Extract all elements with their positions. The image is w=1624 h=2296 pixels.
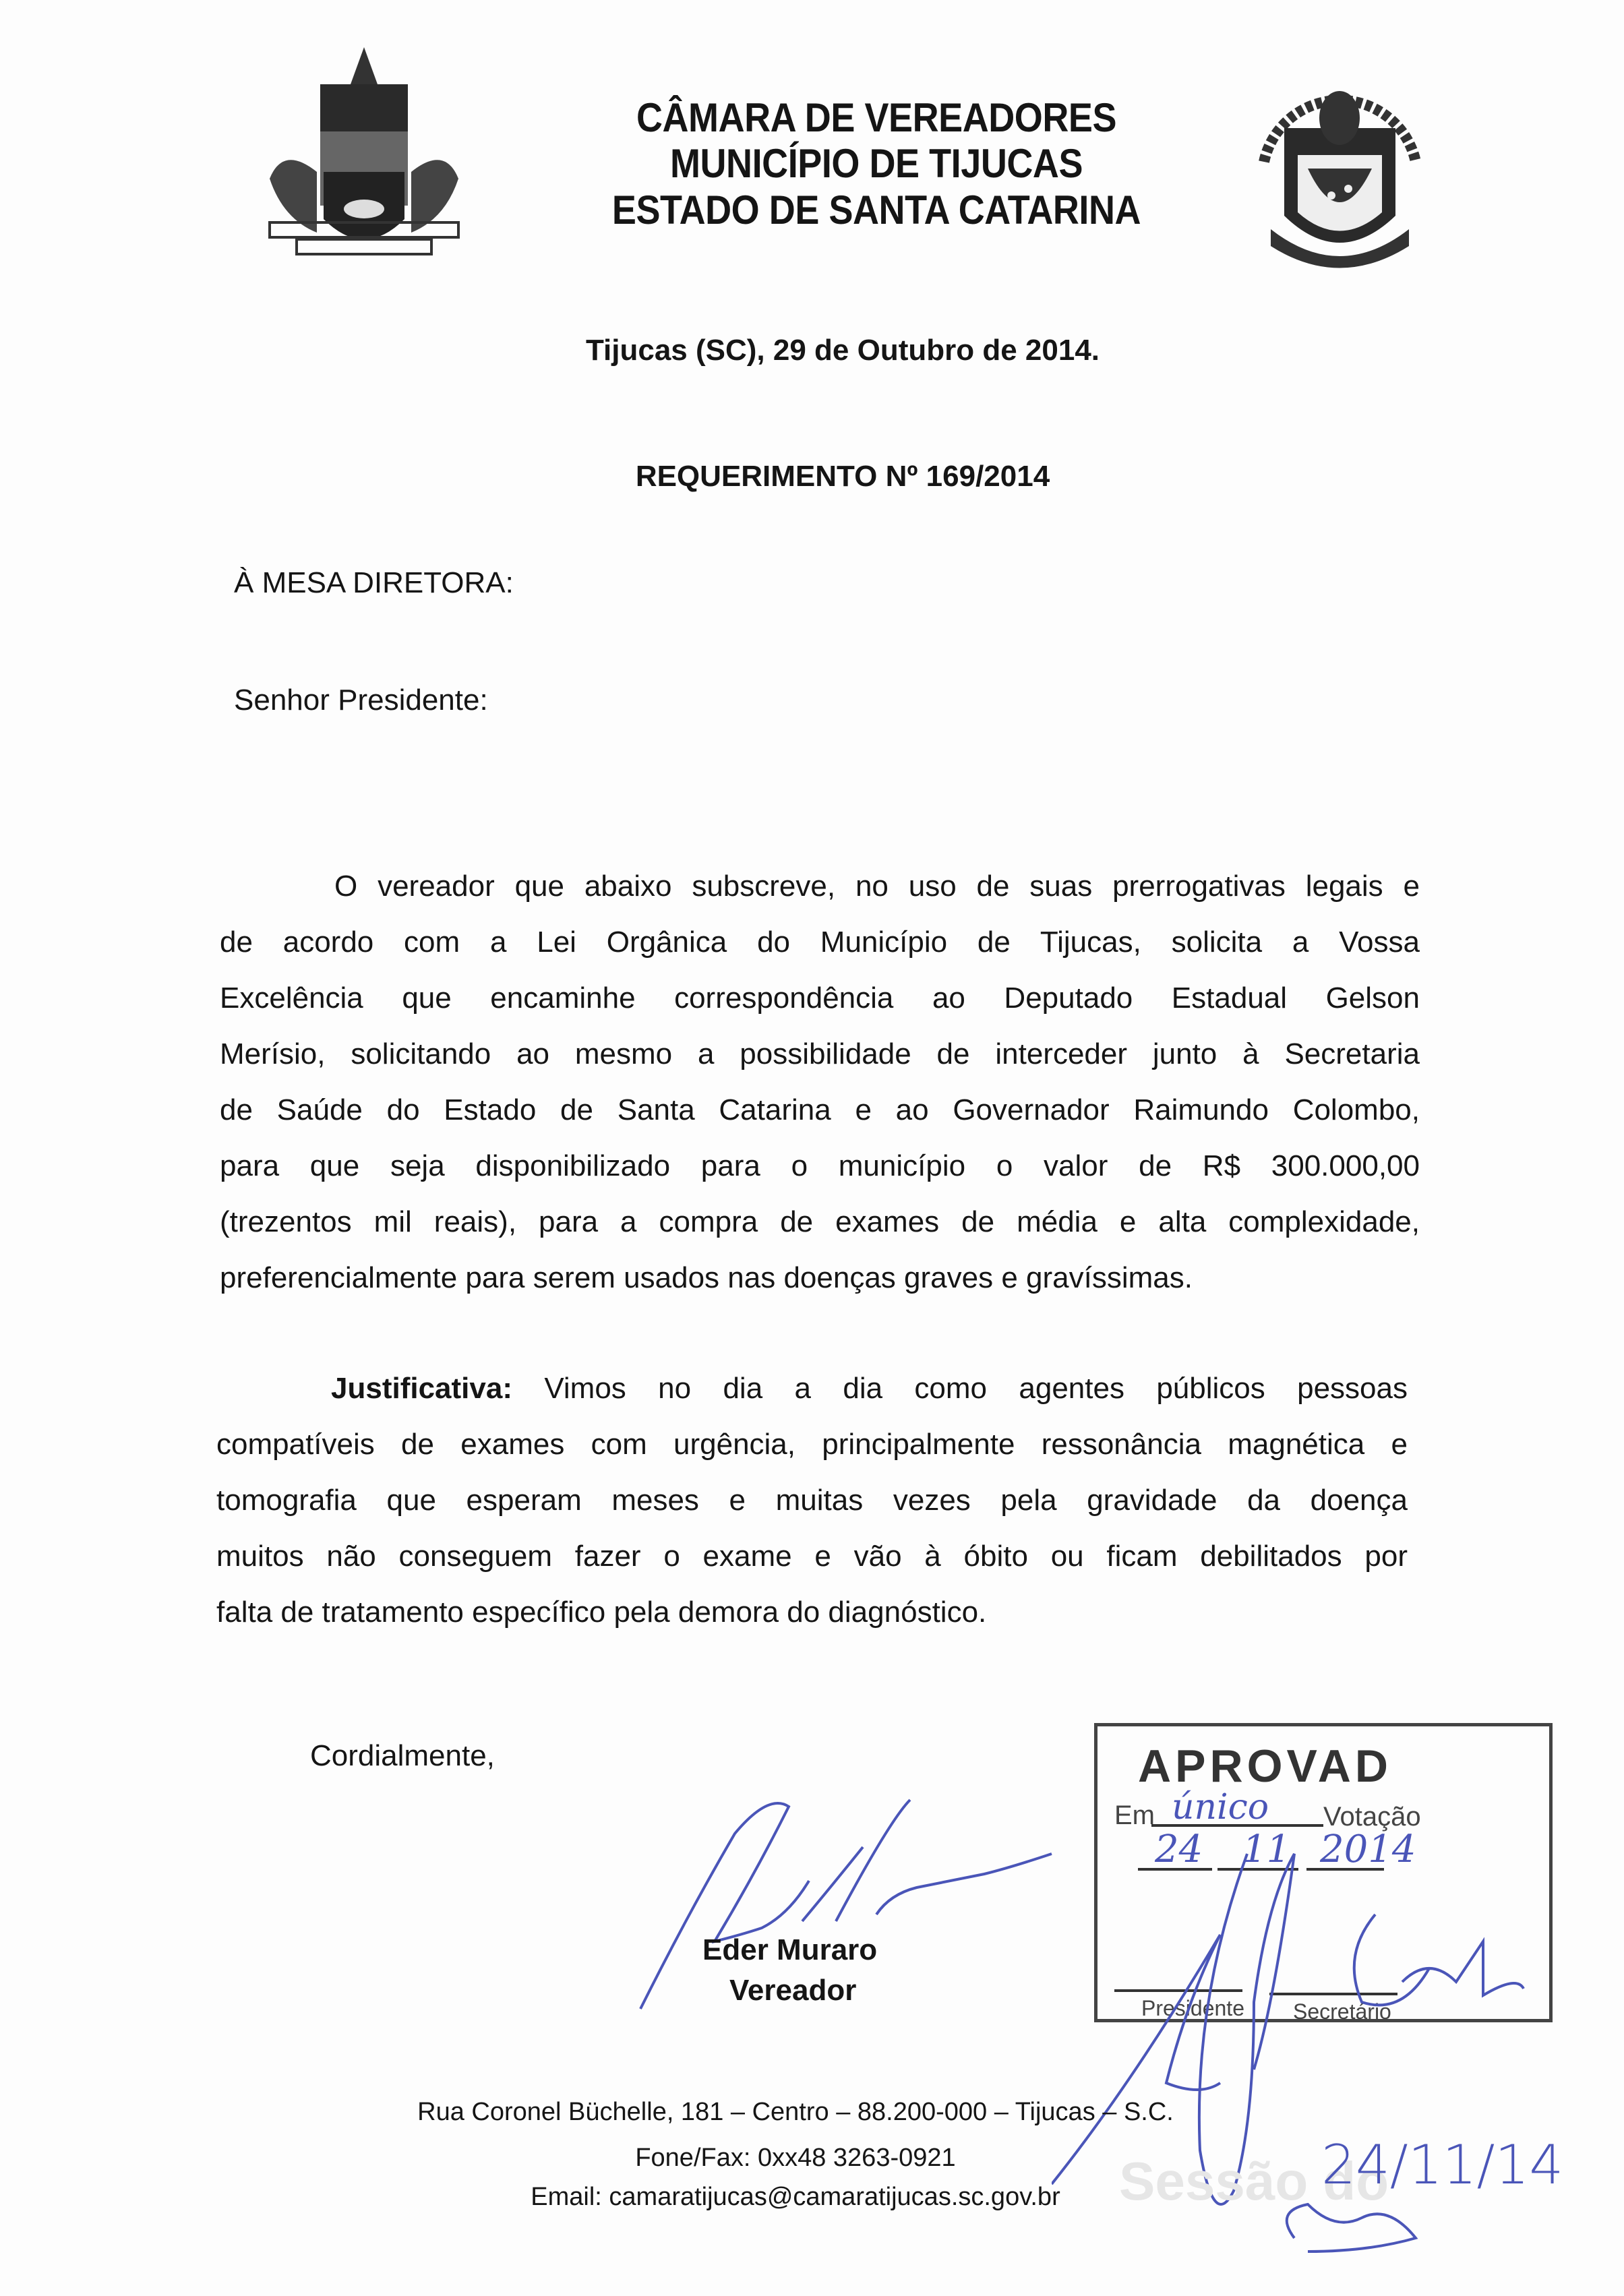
stamp-signatures-drawing [1052, 1800, 1564, 2285]
document-title: REQUERIMENTO Nº 169/2014 [635, 460, 1050, 493]
legislative-seal-logo [1251, 67, 1429, 276]
paragraph-line: O vereador que abaixo subscreve, no uso de suas prerrogativas legais e [334, 870, 1420, 903]
header-line-1: CÂMARA DE VEREADORES [636, 95, 1117, 140]
secretario-label: Secretário [1293, 1999, 1391, 2024]
footer-phone: Fone/Fax: 0xx48 3263-0921 [635, 2144, 956, 2172]
paragraph-line: de Saúde do Estado de Santa Catarina e ao Governador Raimundo Colombo, [220, 1093, 1420, 1126]
footer-email: Email: camaratijucas@camaratijucas.sc.gov.br [531, 2183, 1060, 2211]
stamp-day: 24 [1155, 1827, 1203, 1871]
municipal-crest-logo [256, 44, 472, 266]
signer-role: Vereador [729, 1974, 857, 2007]
session-stamp-date: 24/11/14 [1321, 2134, 1564, 2196]
votacao-label: Votação [1323, 1802, 1421, 1832]
paragraph-line [216, 1368, 1408, 1424]
paragraph-line: muitos não conseguem fazer o exame e vão à óbito ou ficam debilitados por [216, 1540, 1408, 1573]
closing: Cordialmente, [310, 1739, 495, 1772]
paragraph-line: Merísio, solicitando ao mesmo a possibilidade de interceder junto à Secretaria [220, 1037, 1420, 1070]
request-paragraph [220, 866, 1420, 1314]
justification-paragraph [216, 1368, 1408, 1648]
addressee: À MESA DIRETORA: [234, 566, 514, 599]
paragraph-line: compatíveis de exames com urgência, principalmente ressonância magnética e [216, 1428, 1408, 1461]
paragraph-line: Excelência que encaminhe correspondência ao Deputado Estadual Gelson [220, 981, 1420, 1015]
session-stamp-label: Sessão do [1119, 2151, 1389, 2211]
stamp-title: APROVAD [1138, 1741, 1392, 1792]
date-line: Tijucas (SC), 29 de Outubro de 2014. [585, 334, 1100, 367]
em-label: Em [1114, 1801, 1155, 1830]
salutation: Senhor Presidente: [234, 684, 488, 717]
paragraph-line: de acordo com a Lei Orgânica do Município de Tijucas, solicita a Vossa [220, 926, 1420, 959]
justification-label: Justificativa: [331, 1372, 512, 1405]
paragraph-line-text: Vimos no dia a dia como agentes públicos pessoas [512, 1372, 1408, 1405]
stamp-year: 2014 [1320, 1827, 1416, 1871]
paragraph-line: (trezentos mil reais), para a compra de exames de média e alta complexidade, [220, 1205, 1420, 1238]
signer-name: Eder Muraro [702, 1933, 878, 1966]
header-line-2: MUNICÍPIO DE TIJUCAS [669, 141, 1083, 186]
paragraph-line: para que seja disponibilizado para o município o valor de R$ 300.000,00 [220, 1149, 1420, 1182]
em-value: único [1172, 1787, 1269, 1827]
presidente-label: Presidente [1141, 1996, 1244, 2020]
footer-address: Rua Coronel Büchelle, 181 – Centro – 88.200-000 – Tijucas – S.C. [417, 2098, 1174, 2126]
header-line-3: ESTADO DE SANTA CATARINA [611, 187, 1141, 233]
paragraph-line: preferencialmente para serem usados nas doenças graves e gravíssimas. [220, 1261, 1193, 1294]
paragraph-line: tomografia que esperam meses e muitas vezes pela gravidade da doença [216, 1484, 1408, 1517]
stamp-month: 11 [1242, 1827, 1291, 1871]
paragraph-line: falta de tratamento específico pela demora do diagnóstico. [216, 1596, 987, 1629]
